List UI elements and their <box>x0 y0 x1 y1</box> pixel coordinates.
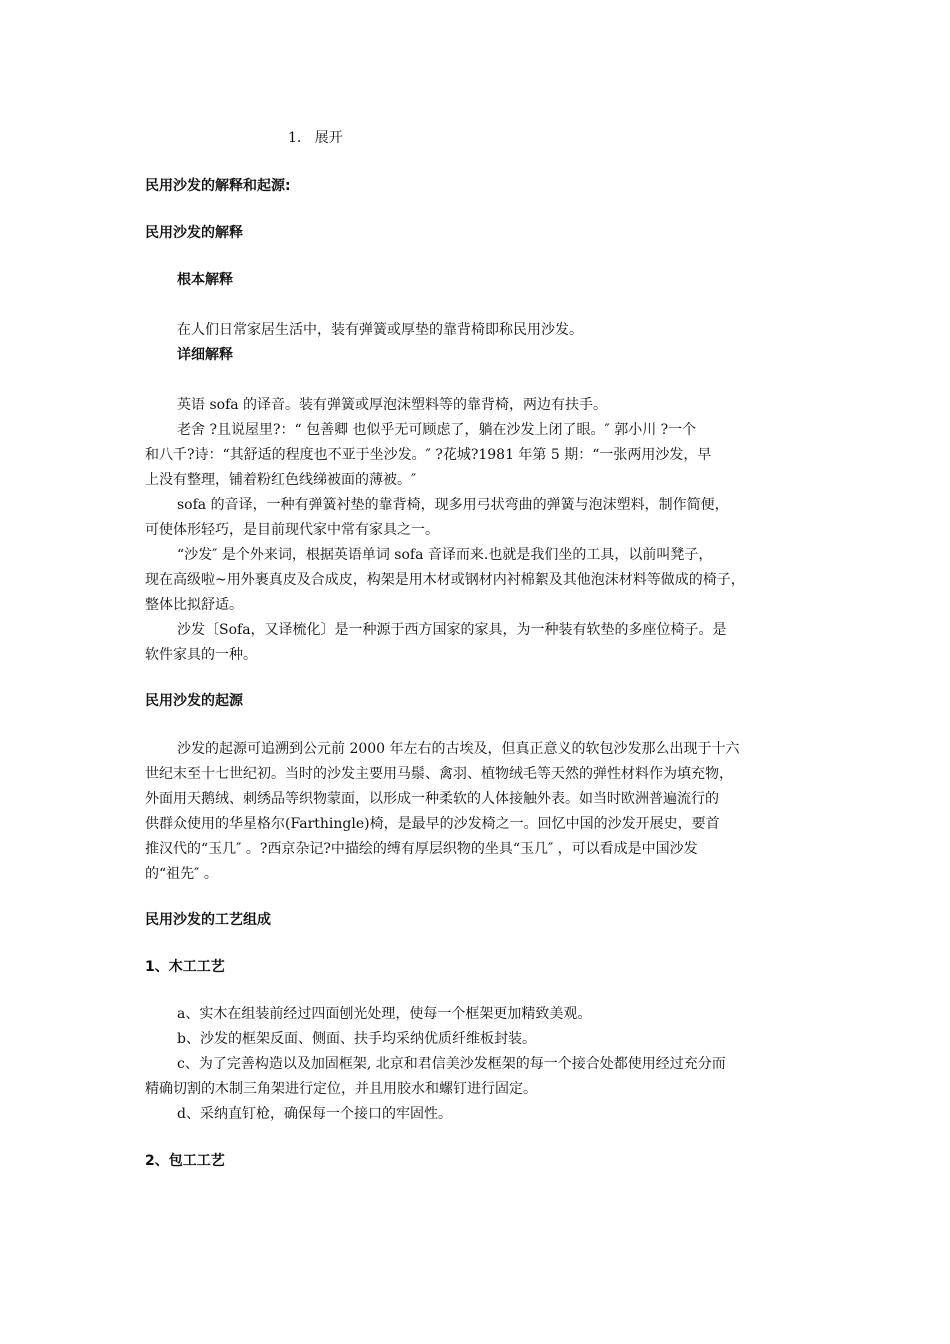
paragraph-line: 沙发〔Sofa，又译梳化〕是一种源于西方国家的家具，为一种装有软垫的多座位椅子。是 <box>177 622 727 638</box>
paragraph-line: 沙发的起源可追溯到公元前 2000 年左右的古埃及，但真正意义的软包沙发那么出现于十六 <box>177 741 740 757</box>
toc-number: 1. <box>288 130 302 146</box>
basic-text: 在人们日常家居生活中，装有弹簧或厚垫的靠背椅即称民用沙发。 <box>177 322 583 338</box>
paragraph-line: sofa 的音译，一种有弹簧衬垫的靠背椅，现多用弓状弯曲的弹簧与泡沫塑料，制作简便， <box>177 497 729 513</box>
paragraph-line: 英语 sofa 的译音。装有弹簧或厚泡沫塑料等的靠背椅，两边有扶手。 <box>177 397 608 413</box>
paragraph-line: 整体比拟舒适。 <box>145 597 243 613</box>
section-heading-craft: 民用沙发的工艺组成 <box>145 912 271 928</box>
list-item: b、沙发的框架反面、侧面、扶手均采纳优质纤维板封装。 <box>177 1031 536 1047</box>
subheading-upholstery: 2、包工工艺 <box>145 1153 225 1169</box>
list-item: c、为了完善构造以及加固框架, 北京和君信美沙发框架的每一个接合处都使用经过充分而 <box>177 1056 726 1072</box>
list-item: d、采纳直钉枪，确保每一个接口的牢固性。 <box>177 1106 452 1122</box>
toc-item[interactable] <box>288 129 950 147</box>
paragraph-line: 推汉代的“玉几″ 。?西京杂记?中描绘的缚有厚层织物的坐具“玉几″ ，可以看成是中国沙发 <box>145 841 698 857</box>
paragraph-line: 老舍 ?且说屋里?：“ 包善卿 也似乎无可顾虑了，躺在沙发上闭了眼。″ 郭小川 ?一个 <box>177 422 697 438</box>
document-title: 民用沙发的解释和起源: <box>145 178 291 194</box>
list-item: a、实木在组装前经过四面刨光处理，使每一个框架更加精致美观。 <box>177 1006 592 1022</box>
paragraph-line: “沙发″ 是个外来词，根据英语单词 sofa 音译而来.也就是我们坐的工具，以前叫凳子， <box>177 547 713 563</box>
paragraph-line: 上没有整理，铺着粉红色线绨被面的薄被。″ <box>145 472 417 488</box>
subheading-basic: 根本解释 <box>177 272 233 288</box>
paragraph-line: 供群众使用的华星格尔(Farthingle)椅，是最早的沙发椅之一。回忆中国的沙发开展史，要首 <box>145 816 720 832</box>
paragraph-line: 和八千?诗：“其舒适的程度也不亚于坐沙发。″ ?花城?1981 年第 5 期：“一张两用沙发，早 <box>145 447 712 463</box>
section-heading-origin: 民用沙发的起源 <box>145 693 243 709</box>
toc-label: 展开 <box>314 130 343 146</box>
paragraph-line: 外面用天鹅绒、刺绣品等织物蒙面，以形成一种柔软的人体接触外表。如当时欧洲普遍流行的 <box>145 791 719 807</box>
section-heading-explain: 民用沙发的解释 <box>145 225 243 241</box>
subheading-wood: 1、木工工艺 <box>145 959 225 975</box>
paragraph-line: 可使体形轻巧，是目前现代家中常有家具之一。 <box>145 522 439 538</box>
paragraph-line: 现在高级啦~用外裹真皮及合成皮，构架是用木材或钢材内衬棉絮及其他泡沫材料等做成的椅子， <box>145 572 745 588</box>
paragraph-line: 世纪末至十七世纪初。当时的沙发主要用马鬃、禽羽、植物绒毛等天然的弹性材料作为填充物， <box>145 766 733 782</box>
paragraph-line: 的“祖先″ 。 <box>145 866 218 882</box>
list-item-continuation: 精确切割的木制三角架进行定位，并且用胶水和螺钉进行固定。 <box>145 1081 537 1097</box>
paragraph-line: 软件家具的一种。 <box>145 647 257 663</box>
subheading-detail: 详细解释 <box>177 347 233 363</box>
